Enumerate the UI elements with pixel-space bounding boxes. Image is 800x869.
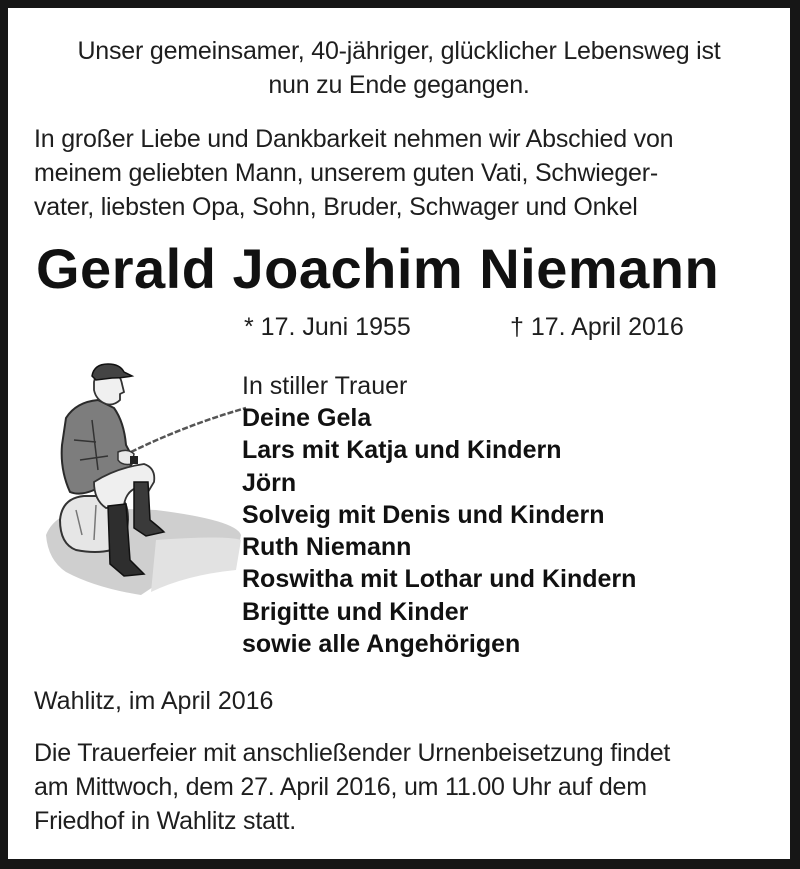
place-and-date: Wahlitz, im April 2016 (34, 687, 274, 715)
deceased-name: Gerald Joachim Niemann (36, 237, 720, 300)
mourners-list (242, 402, 636, 660)
fisherman-illustration-icon (36, 360, 256, 600)
farewell-text (34, 122, 774, 224)
intro-line: Unser gemeinsamer, 40-jähriger, glücklicher Lebensweg ist (77, 37, 721, 65)
mourner-item: Deine Gela (242, 404, 372, 432)
obituary-notice (8, 8, 790, 859)
mourner-item: Roswitha mit Lothar und Kindern (242, 565, 637, 594)
mourner-item: sowie alle Angehörigen (242, 630, 521, 659)
farewell-line: meinem geliebten Mann, unserem guten Vati, Schwieger- (34, 159, 658, 187)
ceremony-text (34, 736, 784, 838)
mourner-item: Lars mit Katja und Kindern (242, 436, 562, 465)
intro-text (8, 34, 790, 102)
ceremony-line: am Mittwoch, dem 27. April 2016, um 11.00 Uhr auf dem (34, 773, 647, 801)
farewell-line: vater, liebsten Opa, Sohn, Bruder, Schwager und Onkel (34, 193, 638, 221)
death-date: † 17. April 2016 (510, 313, 684, 341)
mourner-item: Jörn (242, 468, 297, 497)
ceremony-line: Friedhof in Wahlitz statt. (34, 807, 297, 835)
ceremony-line: Die Trauerfeier mit anschließender Urnenbeisetzung findet (34, 739, 671, 767)
intro-line: nun zu Ende gegangen. (268, 71, 530, 99)
mourner-item: Solveig mit Denis und Kindern (242, 500, 605, 529)
farewell-line: In großer Liebe und Dankbarkeit nehmen wir Abschied von (34, 125, 674, 153)
mourner-item: Ruth Niemann (242, 533, 412, 562)
mourning-label: In stiller Trauer (242, 372, 408, 400)
birth-date: * 17. Juni 1955 (244, 313, 411, 341)
mourner-item: Brigitte und Kinder (242, 597, 469, 626)
